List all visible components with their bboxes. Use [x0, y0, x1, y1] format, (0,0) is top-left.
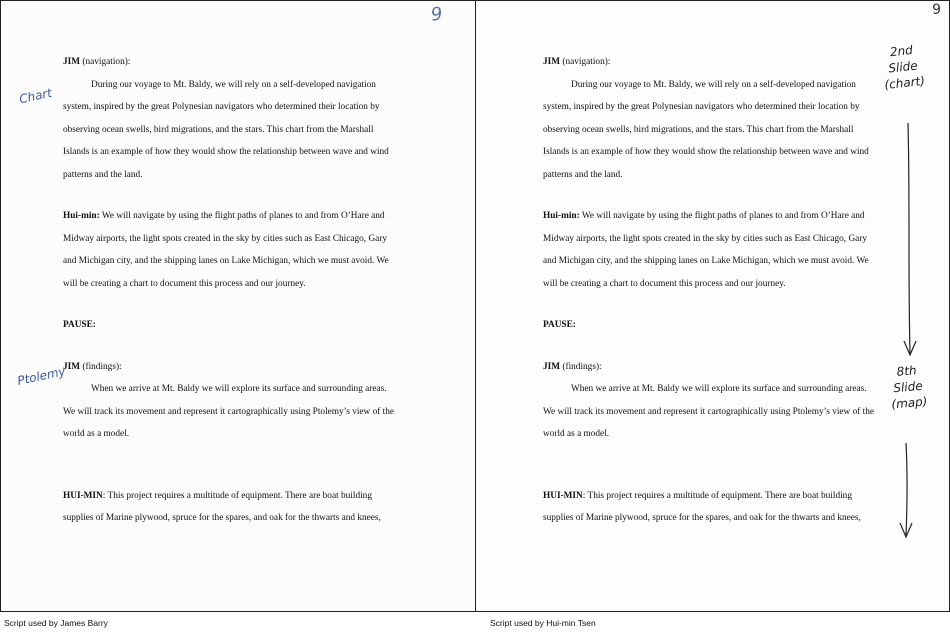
margin-note-chart: Chart — [17, 85, 54, 107]
script-page-huimin — [475, 0, 950, 612]
page-number: 9 — [932, 2, 941, 18]
script-line: observing ocean swells, bird migrations, and the stars. This chart from the Marshall — [543, 124, 854, 135]
script-line: system, inspired by the great Polynesian navigators who determined their location by — [543, 102, 860, 112]
speaker-name: HUI-MIN — [543, 490, 583, 501]
arrow-line-1 — [908, 123, 910, 353]
script-line: supplies of Marine plywood, spruce for the spares, and oak for the thwarts and knees, — [543, 513, 861, 523]
script-line: During our voyage to Mt. Baldy, we will rely on a self-developed navigation — [91, 79, 376, 90]
note-line: (chart) — [883, 73, 926, 92]
arrow-head-2 — [900, 523, 912, 537]
note-line: 2nd — [889, 42, 914, 60]
speaker-name: HUI-MIN — [63, 490, 103, 501]
script-line: Midway airports, the light spots created in the sky by cities such as East Chicago, Gary — [543, 233, 868, 244]
speaker-name: JIM — [63, 361, 81, 372]
script-line — [543, 205, 888, 228]
script-line: supplies of Marine plywood, spruce for the spares, and oak for the thwarts and knees, — [63, 513, 381, 523]
speaker-name: JIM — [63, 57, 81, 67]
speaker-line — [63, 51, 408, 74]
note-line: Slide — [892, 378, 924, 396]
speaker-role: (findings): — [560, 361, 602, 372]
arrow-line-2 — [906, 443, 907, 535]
script-text-span: : This project requires a multitude of equipment. There are boat building — [582, 490, 852, 501]
script-line: and Michigan city, and the shipping lanes on Lake Michigan, which we must avoid. We — [543, 256, 869, 266]
speaker-line — [543, 51, 888, 74]
script-line: will be creating a chart to document this process and our journey. — [543, 278, 786, 289]
script-line — [63, 485, 408, 508]
script-line: will be creating a chart to document this process and our journey. — [63, 278, 306, 289]
speaker-role: (navigation): — [80, 57, 131, 67]
speaker-name: Hui-min: — [63, 211, 100, 221]
speaker-name: JIM — [543, 57, 561, 67]
pause-cue: PAUSE: — [63, 320, 96, 330]
script-line: During our voyage to Mt. Baldy, we will rely on a self-developed navigation — [571, 79, 856, 90]
script-line: system, inspired by the great Polynesian navigators who determined their location by — [63, 102, 380, 112]
script-line: patterns and the land. — [63, 169, 143, 180]
speaker-role: (navigation): — [560, 57, 611, 67]
script-line: observing ocean swells, bird migrations, and the stars. This chart from the Marshall — [63, 124, 374, 135]
script-line: world as a model. — [543, 429, 610, 439]
script-text — [63, 51, 408, 530]
script-line: patterns and the land. — [543, 169, 623, 180]
note-line: Slide — [887, 58, 919, 76]
script-line — [543, 485, 888, 508]
speaker-line — [63, 356, 408, 379]
speaker-name: Hui-min: — [543, 211, 580, 221]
note-line: (map) — [890, 394, 928, 412]
script-line — [63, 205, 408, 228]
speaker-name: JIM — [543, 361, 561, 372]
speaker-role: (findings): — [80, 361, 122, 372]
script-line: and Michigan city, and the shipping lanes on Lake Michigan, which we must avoid. We — [63, 256, 389, 266]
caption-right: Script used by Hui-min Tsen — [490, 618, 596, 628]
page-number: 9 — [429, 3, 444, 26]
arrow-head-1 — [904, 341, 916, 355]
speaker-line — [543, 356, 888, 379]
script-line: When we arrive at Mt. Baldy we will explore its surface and surrounding areas. — [91, 384, 387, 394]
script-line: Islands is an example of how they would show the relationship between wave and wind — [63, 147, 389, 157]
script-text — [543, 51, 888, 530]
script-line: Islands is an example of how they would show the relationship between wave and wind — [543, 147, 869, 157]
script-line: We will track its movement and represent it cartographically using Ptolemy’s view of the — [543, 406, 875, 417]
pause-cue: PAUSE: — [543, 320, 576, 330]
caption-left: Script used by James Barry — [4, 618, 108, 628]
script-line: When we arrive at Mt. Baldy we will explore its surface and surrounding areas. — [571, 384, 867, 394]
script-line: Midway airports, the light spots created in the sky by cities such as East Chicago, Gary — [63, 233, 388, 244]
script-text-span: : This project requires a multitude of equipment. There are boat building — [102, 490, 372, 501]
note-line: 8th — [896, 363, 918, 379]
script-page-james — [0, 0, 476, 612]
margin-note-ptolemy: Ptolemy — [16, 364, 67, 388]
script-line: We will track its movement and represent it cartographically using Ptolemy’s view of the — [63, 406, 395, 417]
script-text-span: We will navigate by using the flight paths of planes to and from O’Hare and — [579, 211, 865, 221]
script-text-span: We will navigate by using the flight paths of planes to and from O’Hare and — [99, 211, 385, 221]
script-line: world as a model. — [63, 429, 130, 439]
